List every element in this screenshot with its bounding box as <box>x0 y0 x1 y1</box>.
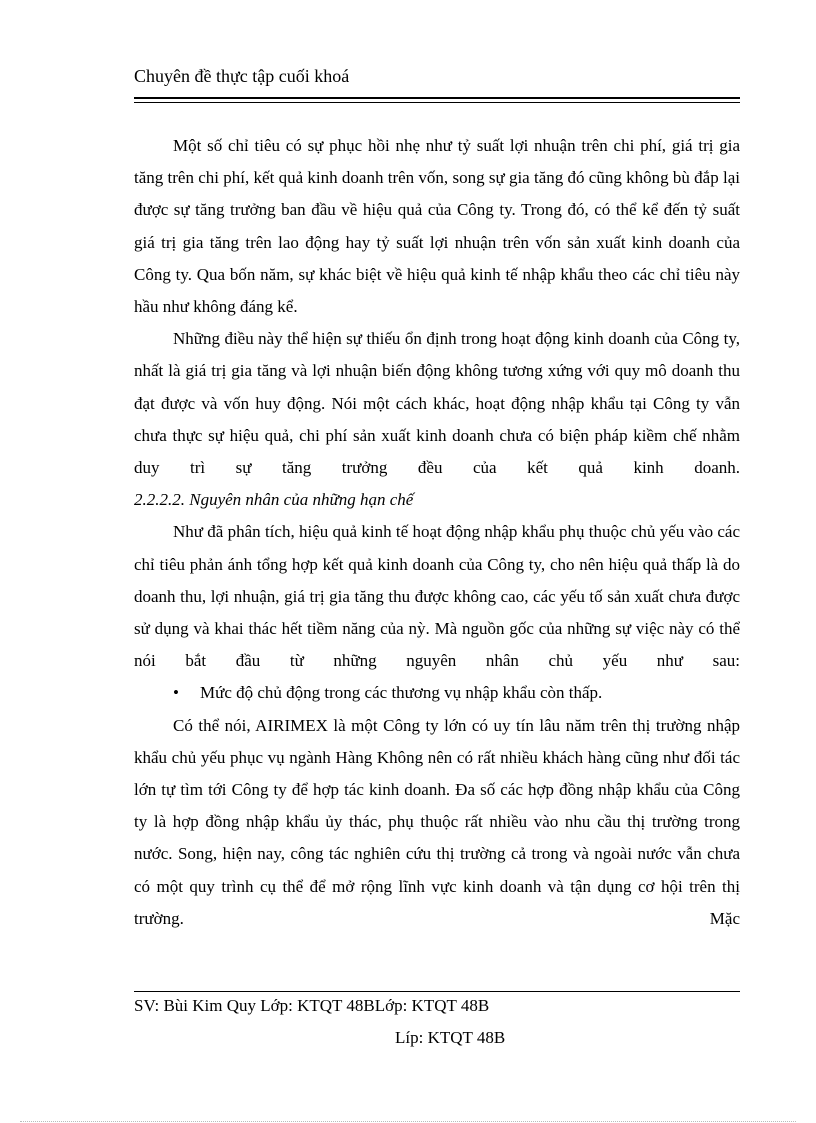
footer-student-info: SV: Bùi Kim Quy Lớp: KTQT 48BLớp: KTQT 48B <box>134 996 490 1015</box>
paragraph-4: Có thể nói, AIRIMEX là một Công ty lớn có uy tín lâu năm trên thị trường nhập khẩu chủ yếu phục vụ ngành Hàng Không nên có rất nhiều khách hàng cũng như đối tác lớn tự tìm tới Công ty để hợp tác kinh doanh. Đa số các hợp đồng nhập khẩu của Công ty là hợp đồng nhập khẩu ủy thác, phụ thuộc rất nhiều vào nhu cầu thị trường trong nước. Song, hiện nay, công tác nghiên cứu thị trường cả trong và ngoài nước vẫn chưa có một quy trình cụ thể để mở rộng lĩnh vực kinh doanh và tận dụng cơ hội trên thị trường. Mặc <box>134 715 740 928</box>
bullet-dot-icon: • <box>173 683 179 703</box>
header-rule-thin <box>134 102 740 103</box>
paragraph-2: Những điều này thể hiện sự thiếu ổn định trong hoạt động kinh doanh của Công ty, nhất là giá trị gia tăng và lợi nhuận biến động không tương xứng với quy mô doanh thu đạt được và vốn huy động. Nói một cách khác, hoạt động nhập khẩu tại Công ty vẫn chưa thực sự hiệu quả, chi phí sản xuất kinh doanh chưa có biện pháp kiềm chế nhằm duy trì sự tăng trưởng đều của kết quả kinh doanh. <box>134 329 740 478</box>
bullet-text: Mức độ chủ động trong các thương vụ nhập khẩu còn thấp. <box>200 683 603 703</box>
section-subheading: 2.2.2.2. Nguyên nhân của những hạn chế <box>134 490 414 510</box>
page-header-title: Chuyên đề thực tập cuối khoá <box>134 66 350 86</box>
paragraph-3: Như đã phân tích, hiệu quả kinh tế hoạt động nhập khẩu phụ thuộc chủ yếu vào các chỉ tiêu phản ánh tổng hợp kết quả kinh doanh của Công ty, cho nên hiệu quả thấp là do doanh thu, lợi nhuận, giá trị gia tăng thu được không cao, các yếu tố sản xuất chưa được sử dụng và khai thác hết tiềm năng của nỳ. Mà nguồn gốc của những sự việc này có thể nói bắt đầu từ những nguyên nhân chủ yếu như sau: <box>134 522 740 671</box>
document-body <box>134 130 740 935</box>
paragraph-1: Một số chỉ tiêu có sự phục hồi nhẹ như tỷ suất lợi nhuận trên chi phí, giá trị gia tăng trên chi phí, kết quả kinh doanh trên vốn, song sự gia tăng đó cũng không bù đắp lại được sự tăng trưởng ban đầu về hiệu quả của Công ty. Trong đó, có thể kể đến tỷ suất giá trị gia tăng trên lao động hay tỷ suất lợi nhuận trên vốn sản xuất kinh doanh của Công ty. Qua bốn năm, sự khác biệt về hiệu quả kinh tế nhập khẩu theo các chỉ tiêu này hầu như không đáng kể. <box>134 136 740 317</box>
bullet-item <box>134 677 740 709</box>
header-rule-thick <box>134 97 740 99</box>
page-bottom-dotted-line <box>20 1121 796 1122</box>
footer-rule <box>134 991 740 992</box>
footer-class-info: Líp: KTQT 48B <box>395 1028 506 1047</box>
